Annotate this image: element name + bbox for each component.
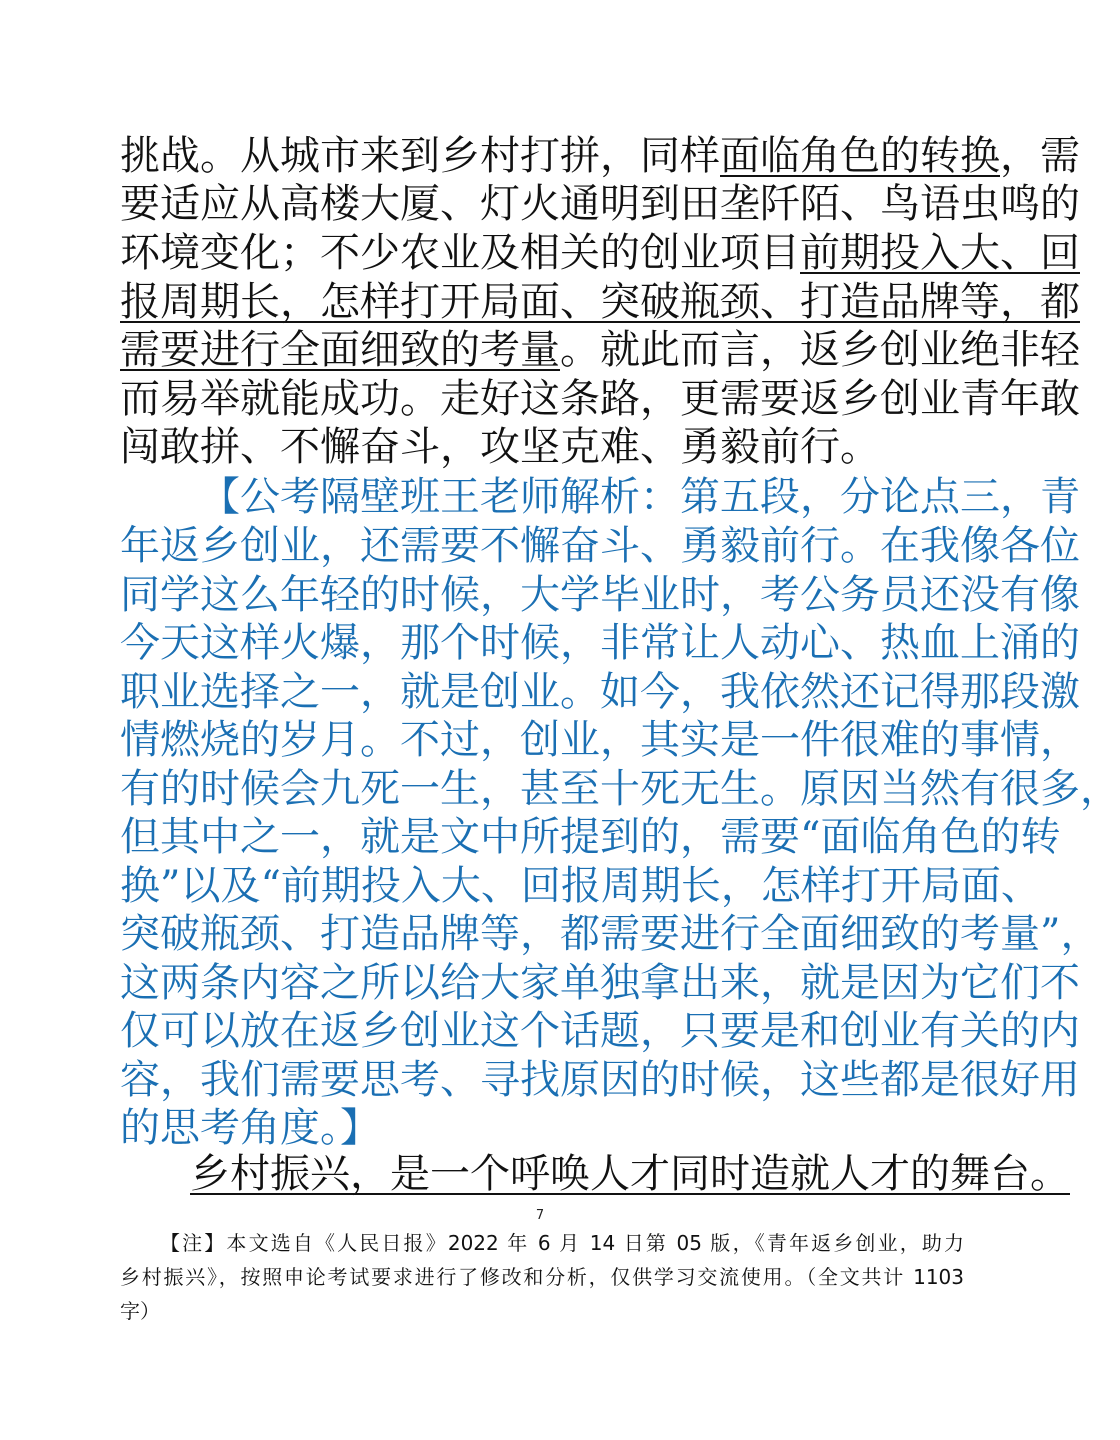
analysis-line: 容，我们需要思考、寻找原因的时候，这些都是很好用 [120,1057,1080,1103]
analysis-line: 这两条内容之所以给大家单独拿出来，就是因为它们不 [120,960,1080,1006]
body-line [120,227,1080,279]
underlined-text: 面临角色的转换 [720,133,1000,179]
analysis-line: 职业选择之一，就是创业。如今，我依然还记得那段激 [120,669,1080,715]
body-line [120,421,964,473]
body-text: 挑战。从城市来到乡村打拼，同样 [120,133,720,179]
body-line [120,178,1080,230]
body-line [120,130,1080,182]
body-text: ，需 [1000,133,1080,179]
analysis-line: 的思考角度。】 [120,1105,380,1151]
body-text: 而易举就能成功。走好这条路，更需要返乡创业青年敢 [120,376,1080,422]
analysis-line: 年返乡创业，还需要不懈奋斗、勇毅前行。在我像各位 [120,523,1080,569]
closing-text: 乡村振兴，是一个呼唤人才同时造就人才的舞台。 [190,1151,1070,1197]
page-number: 7 [535,1208,545,1223]
closing-line [190,1148,1070,1200]
underlined-text: 前期投入大、回 [800,230,1080,276]
analysis-line: 突破瓶颈、打造品牌等，都需要进行全面细致的考量”， [120,911,1101,957]
analysis-line: 仅可以放在返乡创业这个话题，只要是和创业有关的内 [120,1008,1080,1054]
analysis-line: 但其中之一，就是文中所提到的，需要“面临角色的转 [120,814,1061,860]
footnote-line: 字） [120,1299,160,1323]
analysis-line: 同学这么年轻的时候，大学毕业时，考公务员还没有像 [120,572,1080,618]
body-text: 要适应从高楼大厦、灯火通明到田垄阡陌、鸟语虫鸣的 [120,181,1080,227]
body-line [120,324,1080,376]
underlined-text: 报周期长，怎样打开局面、突破瓶颈、打造品牌等，都 [120,279,1080,325]
body-line [120,373,1080,425]
body-line [120,276,1080,328]
analysis-line: 情燃烧的岁月。不过，创业，其实是一件很难的事情， [120,717,1080,763]
body-text: 闯敢拼、不懈奋斗，攻坚克难、勇毅前行。 [120,424,880,470]
analysis-line: 换”以及“前期投入大、回报周期长，怎样打开局面、 [120,863,1041,909]
analysis-line: 今天这样火爆，那个时候，非常让人动心、热血上涌的 [120,620,1080,666]
analysis-line: 【公考隔壁班王老师解析：第五段，分论点三，青 [200,474,1080,520]
body-text: 。就此而言，返乡创业绝非轻 [560,327,1080,373]
body-text: 环境变化；不少农业及相关的创业项目 [120,230,800,276]
analysis-line: 有的时候会九死一生，甚至十死无生。原因当然有很多， [120,766,1120,812]
underlined-text: 需要进行全面细致的考量 [120,327,560,373]
footnote-line: 乡村振兴》，按照申论考试要求进行了修改和分析，仅供学习交流使用。（全文共计 1103 [120,1265,964,1289]
footnote-line: 【注】本文选自《人民日报》2022 年 6 月 14 日第 05 版，《青年返乡创业，助力 [160,1231,964,1255]
